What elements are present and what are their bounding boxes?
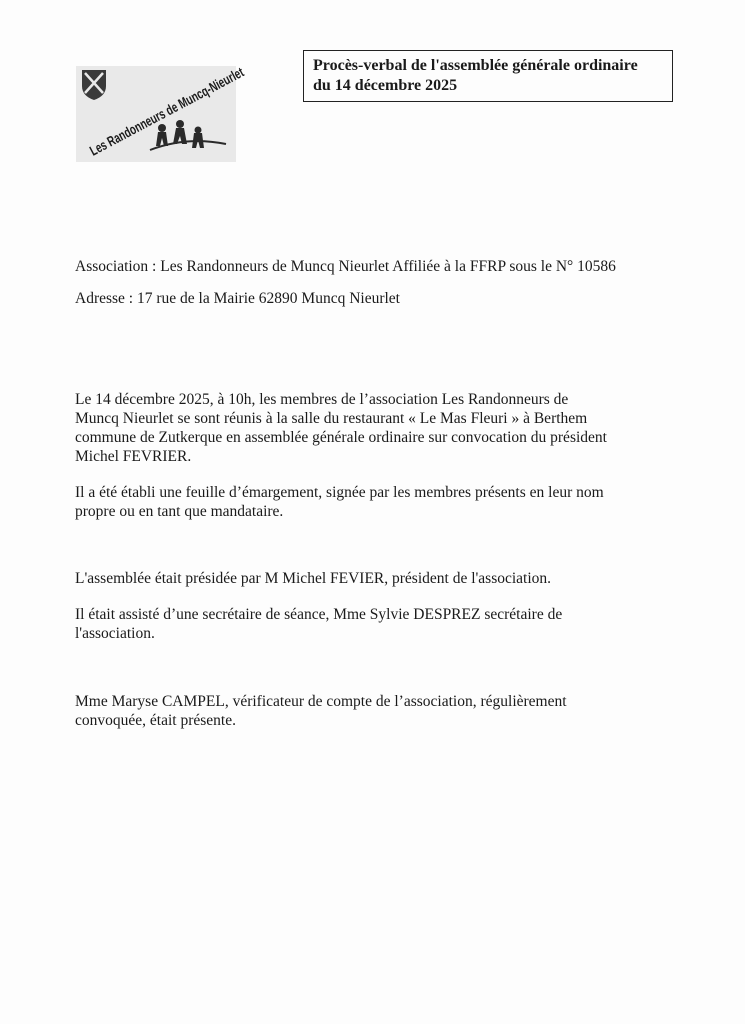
auditor-paragraph — [75, 693, 695, 731]
auditor-line: convoquée, était présente. — [75, 711, 236, 729]
meeting-line: commune de Zutkerque en assemblée générale ordinaire sur convocation du président — [75, 428, 607, 446]
attendance-line: propre ou en tant que mandataire. — [75, 502, 284, 520]
document-title-box — [303, 50, 673, 102]
secretary-line: l'association. — [75, 624, 155, 642]
meeting-line: Michel FEVRIER. — [75, 447, 192, 465]
meeting-line: Le 14 décembre 2025, à 10h, les membres de l’association Les Randonneurs de — [75, 391, 569, 408]
secretary-line: Il était assisté d’une secrétaire de séance, Mme Sylvie DESPREZ secrétaire de — [75, 606, 563, 623]
title-line-1: Procès-verbal de l'assemblée générale ordinaire — [313, 57, 638, 74]
meeting-line: Muncq Nieurlet se sont réunis à la salle du restaurant « Le Mas Fleuri » à Berthem — [75, 409, 588, 427]
logo-graphic — [76, 29, 311, 162]
attendance-paragraph — [75, 484, 695, 522]
auditor-line: Mme Maryse CAMPEL, vérificateur de compte de l’association, régulièrement — [75, 693, 567, 710]
logo-text: Les Randonneurs de Muncq-Nieurlet — [86, 29, 311, 159]
title-line-2: du 14 décembre 2025 — [313, 76, 458, 94]
meeting-paragraph — [75, 391, 695, 467]
chair-line: L'assemblée était présidée par M Michel FEVIER, président de l'association. — [75, 570, 552, 587]
attendance-line: Il a été établi une feuille d’émargement, signée par les membres présents en leur nom — [75, 484, 604, 501]
address-line: Adresse : 17 rue de la Mairie 62890 Muncq Nieurlet — [75, 290, 400, 307]
association-line: Association : Les Randonneurs de Muncq Nieurlet Affiliée à la FFRP sous le N° 10586 — [75, 258, 616, 275]
secretary-paragraph — [75, 606, 695, 644]
club-logo — [76, 29, 311, 162]
